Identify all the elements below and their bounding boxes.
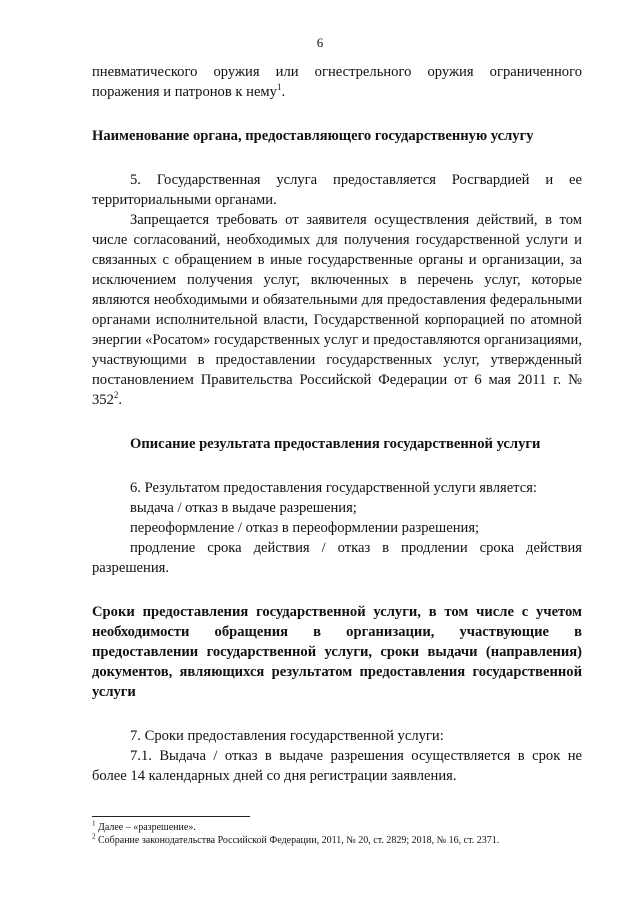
footnote-2 xyxy=(92,834,592,847)
paragraph-continuation: пневматического оружия или огнестрельного оружия ограниченного поражения и патронов к нему$^1$. xyxy=(92,64,582,100)
paragraph-7: 7. Сроки предоставления государственной услуги: xyxy=(130,728,444,744)
footnote-ref: 1 xyxy=(276,82,282,93)
paragraph-5: 5. Государственная услуга предоставляется Росгвардией и ее территориальными органами. xyxy=(92,172,582,208)
result-item-issue: выдача / отказ в выдаче разрешения; xyxy=(130,500,357,516)
footnote-mark: 2 xyxy=(92,832,96,841)
footnote-divider xyxy=(92,816,250,817)
section-heading-terms: Сроки предоставления государственной услуги, в том числе с учетом необходимости обращения в организации, участвующие в предоставлении государственной услуги, сроки выдачи (направления) документов, являющихся результатом предоставления государственной услуги xyxy=(92,604,582,700)
footnote-mark: 1 xyxy=(92,819,96,828)
paragraph-text: пневматического оружия или огнестрельного оружия ограниченного поражения и патронов к нему xyxy=(92,64,582,100)
page-body xyxy=(92,62,582,786)
paragraph-6: 6. Результатом предоставления государственной услуги является: xyxy=(130,480,537,496)
paragraph-prohibition: Запрещается требовать от заявителя осуществления действий, в том числе согласований, необходимых для получения государственной услуги и связанных с обращением в иные государственные органы и организации, за исключением получения услуг, включенных в перечень услуг, которые являются необходимыми и обязательными для предоставления федеральными органами исполнительной власти, Государственной корпорацией по атомной энергии «Росатом» государственных услуг и предоставляются организациями, участвующими в предоставлении государственных услуг, утвержденный постановлением Правительства Российской Федерации от 6 мая 2011 г. № $352^2$. xyxy=(92,212,582,408)
page-number: 6 xyxy=(316,35,324,50)
result-item-extension: продление срока действия / отказ в продлении срока действия разрешения. xyxy=(92,540,582,576)
footnote-text: Собрание законодательства Российской Федерации, 2011, № 20, ст. 2829; 2018, № 16, ст. 2371. xyxy=(98,835,500,846)
paragraph-text: Запрещается требовать от заявителя осуществления действий, в том числе согласований, необходимых для получения государственной услуги и связанных с обращением в иные государственные органы и организации, за исключением получения услуг, включенных в перечень услуг, которые являются необходимыми и обязательными для предоставления федеральными органами исполнительной власти, Государственной корпорацией по атомной энергии «Росатом» государственных услуг и предоставляются организациями, участвующими в предоставлении государственных услуг, утвержденный постановлением Правительства Российской Федерации от 6 мая 2011 г. № 352 xyxy=(92,212,582,408)
section-heading-authority: Наименование органа, предоставляющего государственную услугу xyxy=(92,128,534,144)
section-heading-result: Описание результата предоставления государственной услуги xyxy=(130,436,541,452)
paragraph-7-1: 7.1. Выдача / отказ в выдаче разрешения осуществляется в срок не более 14 календарных дней со дня регистрации заявления. xyxy=(92,748,582,784)
footnote-text: Далее – «разрешение». xyxy=(98,822,196,833)
footnotes xyxy=(92,821,592,847)
footnote-1 xyxy=(92,821,592,834)
footnote-ref: 2 xyxy=(113,390,119,401)
result-item-reissue: переоформление / отказ в переоформлении разрешения; xyxy=(130,520,480,536)
